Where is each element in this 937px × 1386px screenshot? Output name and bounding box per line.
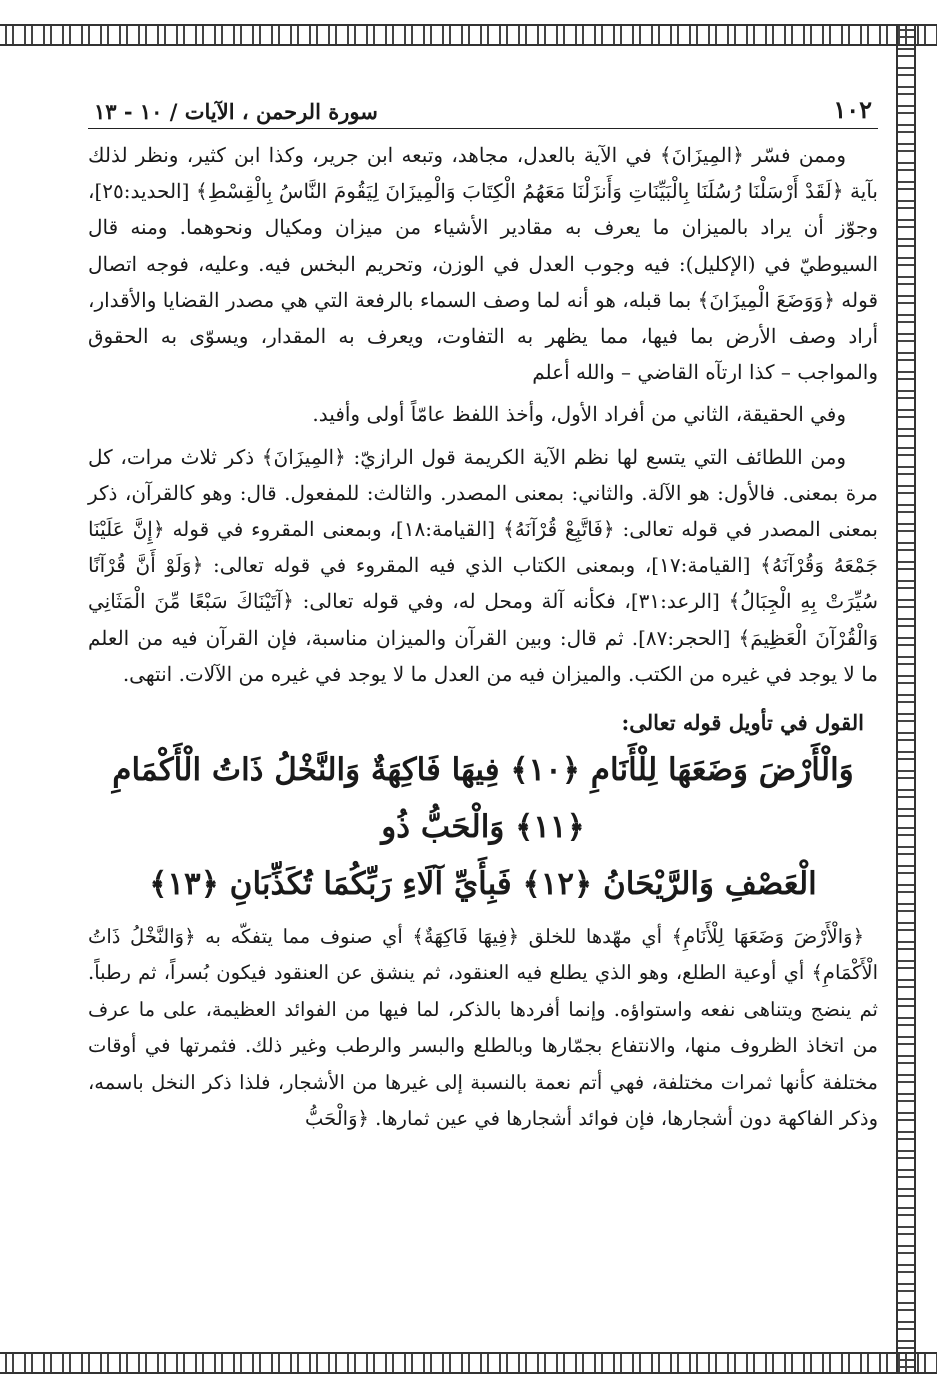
quran-verses: [88, 742, 878, 913]
paragraph-mizan-interpretation: وممن فسّر ﴿المِيزَانَ﴾ في الآية بالعدل، مجاهد، وتبعه ابن جرير، وكذا ابن كثير، ونظر لذلك بآية ﴿لَقَدْ أَرْسَلْنَا رُسُلَنَا بِالْبَيِّنَاتِ وَأَنزَلْنَا مَعَهُمُ الْكِتَابَ وَالْمِيزَانَ لِيَقُومَ النَّاسُ بِالْقِسْطِ﴾ [الحديد:٢٥]، وجوّز أن يراد بالميزان ما يعرف به مقادير الأشياء من ميزان ومكيال ونحوهما. ومنه قال السيوطيّ في (الإكليل): فيه وجوب العدل في الوزن، وتحريم البخس فيه. وعليه، فوجه اتصال قوله ﴿وَوَضَعَ الْمِيزَانَ﴾ بما قبله، هو أنه لما وصف السماء بالرفعة التي هي مصدر القضايا والأقدار، أراد وصف الأرض بما فيها، مما يظهر به التفاوت، ويعرف به المقدار، ويسوّى به الحقوق والمواجب – كذا ارتآه القاضي – والله أعلم: [88, 143, 878, 385]
verse-line-1: وَالْأَرْضَ وَضَعَهَا لِلْأَنَامِ ﴿١٠﴾ فِيهَا فَاكِهَةٌ وَالنَّخْلُ ذَاتُ الْأَكْمَامِ ﴿١١﴾ وَالْحَبُّ ذُو: [112, 752, 854, 846]
section-heading: القول في تأويل قوله تعالى:: [621, 710, 864, 736]
decorative-border-bottom: [0, 1352, 937, 1374]
paragraph-verse-commentary: ﴿وَالْأَرْضَ وَضَعَهَا لِلْأَنَامِ﴾ أي مهّدها للخلق ﴿فِيهَا فَاكِهَةٌ﴾ أي صنوف مما يتفكّه به ﴿وَالنَّخْلُ ذَاتُ الْأَكْمَامِ﴾ أي أوعية الطلع، وهو الذي يطلع فيه العنقود، ثم ينشق عن العنقود فيكون بُسراً، ثم رطباً. ثم ينضج ويتناهى نفعه واستواؤه. وإنما أفردها بالذكر، لما فيها من الفوائد العظيمة، على ما عرف من اتخاذ الظروف منها، والانتفاع بجمّارها وبالطلع والبسر والرطب وغير ذلك. فثمرتها في أوقات مختلفة كأنها ثمرات مختلفة، فهي أتم نعمة بالنسبة إلى غيرها من الأشجار، فلذا ذكر النخل باسمه، وذكر الفاكهة دون أشجارها، فإن فوائد أشجارها في عين ثمارها. ﴿وَالْحَبُّ: [88, 925, 878, 1131]
page-body: [88, 137, 878, 1137]
page-number: ١٠٢: [833, 95, 872, 124]
paragraph-reality-note: وفي الحقيقة، الثاني من أفراد الأول، وأخذ اللفظ عامّاً أولى وأفيد.: [312, 402, 846, 427]
header-title: سورة الرحمن ، الآيات / ١٠ - ١٣: [94, 99, 378, 124]
verse-line-2: الْعَصْفِ وَالرَّيْحَانُ ﴿١٢﴾ فَبِأَيِّ آلَاءِ رَبِّكُمَا تُكَذِّبَانِ ﴿١٣﴾: [149, 866, 817, 903]
running-header: [88, 84, 878, 129]
page-content: [88, 84, 878, 1344]
paragraph-razi-subtleties: ومن اللطائف التي يتسع لها نظم الآية الكريمة قول الرازيّ: ﴿المِيزَانَ﴾ ذكر ثلاث مرات، كل مرة بمعنى. فالأول: هو الآلة. والثاني: بمعنى المصدر. والثالث: للمفعول. قال: وهو كالقرآن، ذكر بمعنى المصدر في قوله تعالى: ﴿فَاتَّبِعْ قُرْآنَهُ﴾ [القيامة:١٨]، وبمعنى المقروء في قوله ﴿إِنَّ عَلَيْنَا جَمْعَهُ وَقُرْآنَهُ﴾ [القيامة:١٧]، وبمعنى الكتاب الذي فيه المقروء في قوله تعالى: ﴿وَلَوْ أَنَّ قُرْآنًا سُيِّرَتْ بِهِ الْجِبَالُ﴾ [الرعد:٣١]، فكأنه آلة ومحل له، وفي قوله تعالى: ﴿آتَيْنَاكَ سَبْعًا مِّنَ الْمَثَانِي وَالْقُرْآنَ الْعَظِيمَ﴾ [الحجر:٨٧]. ثم قال: وبين القرآن والميزان مناسبة، فإن القرآن فيه من العلم ما لا يوجد في غيره من الكتب. والميزان فيه من العدل ما لا يوجد في غيره من الآلات. انتهى.: [88, 444, 879, 686]
decorative-border-right: [896, 24, 916, 1374]
decorative-border-top: [0, 24, 937, 46]
